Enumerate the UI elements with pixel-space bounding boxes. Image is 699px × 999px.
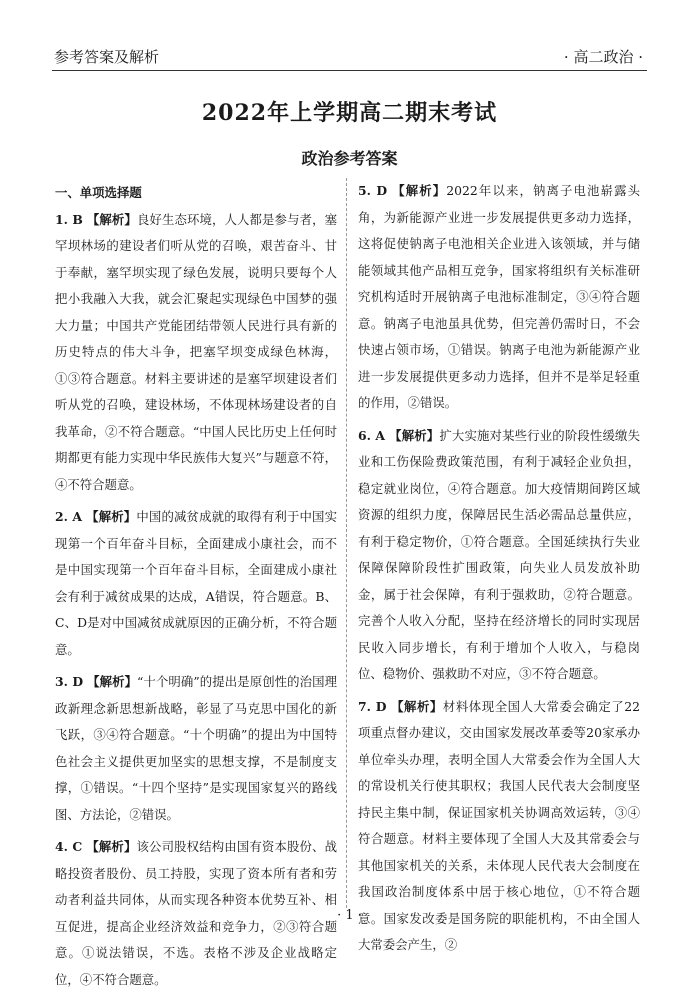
analysis-text: “十个明确”的提出是原创性的治国理政新理念新思想新战略，彰显了马克思中国化的新飞跃，③④符合题意。“十个明确”的提出为中国特色社会主义提供更加坚实的思想支撑，不是制度支撑，①错误。“十四个坚持”是实现国家复兴的路线图、方法论，②错误。 [55, 674, 337, 822]
analysis-text: 该公司股权结构由国有资本股份、战略投资者股份、员工持股，实现了资本所有者和劳动者利益共同体，从而实现各种资本优势互补、相互促进，提高企业经济效益和竞争力，②③符合题意。①说法错误，不选。表格不涉及企业战略定位，④不符合题意。 [55, 839, 337, 987]
analysis-tag: 【解析】 [86, 839, 137, 854]
answer-item-6 [358, 423, 640, 688]
analysis-tag: 【解析】 [389, 427, 440, 443]
question-number: 4. C [55, 839, 83, 854]
answer-item-2 [55, 504, 337, 663]
answer-item-3 [55, 669, 337, 828]
analysis-text: 中国的减贫成就的取得有利于中国实现第一个百年奋斗目标，全面建成小康社会，而不是中国实现第一个百年奋斗目标，全面建成小康社会有利于减贫成果的达成，A错误，符合题意。B、C、D是对中国减贫成就原因的正确分析，不符合题意。 [55, 509, 337, 657]
analysis-text: 扩大实施对某些行业的阶段性缓缴失业和工伤保险费政策范围，有利于减轻企业负担，稳定就业岗位，④符合题意。加大疫情期间跨区域资源的组织力度，保障居民生活必需品总量供应，有利于稳定物价，①符合题意。全国延续执行失业保障保障阶段性扩围政策，向失业人员发放补助金，属于社会保障，有利于强救助，②符合题意。完善个人收入分配，坚持在经济增长的同时实现居民收入同步增长，有利于增加个人收入，与稳岗位、稳物价、强救助不对应，③不符合题意。 [358, 427, 640, 681]
question-number: 1. B [55, 211, 83, 227]
header-subject-label: · 高二政治 · [563, 48, 643, 66]
analysis-tag: 【解析】 [86, 509, 137, 524]
page-header [52, 44, 647, 71]
analysis-tag: 【解析】 [87, 674, 138, 689]
question-number: 7. D [358, 698, 387, 714]
question-number: 5. D [358, 183, 388, 198]
question-number: 3. D [55, 674, 84, 689]
analysis-tag: 【解析】 [86, 211, 137, 227]
question-number: 2. A [55, 509, 83, 524]
analysis-text: 良好生态环境，人人都是参与者，塞罕坝林场的建设者们听从党的召唤，艰苦奋斗、甘于奉献，塞罕坝实现了绿色发展，说明只要每个人把小我融入大我，就会汇聚起实现绿色中国梦的强大力量；中国共产党能团结带领人民进行具有新的历史特点的伟大斗争，把塞罕坝变成绿色林海，①③符合题意。材料主要讲述的是塞罕坝建设者们听从党的召唤，建设林场，不体现林场建设者的自我革命，②不符合题意。“中国人民比历史上任何时期都更有能力实现中华民族伟大复兴”与题意不符，④不符合题意。 [55, 211, 337, 492]
analysis-tag: 【解析】 [391, 698, 443, 714]
exam-title: 2022年上学期高二期末考试 [201, 100, 498, 126]
answer-key-subtitle: 政治参考答案 [301, 149, 398, 168]
answer-item-1 [55, 207, 337, 499]
column-divider [346, 178, 347, 908]
page-number: · 1 · [337, 908, 362, 923]
question-number: 6. A [358, 427, 386, 443]
analysis-text: 材料体现全国人大常委会确定了22项重点督办建议，交由国家发展改革委等20家承办单位牵头办理，表明全国人大常委会作为全国人大的常设机关行使其职权；我国人民代表大会制度坚持民主集中制，保证国家机关协调高效运转，③④符合题意。材料主要体现了全国人大及其常委会与其他国家机关的关系，未体现人民代表大会制度在我国政治制度体系中居于核心地位，①不符合题意。国家发改委是国务院的职能机构，不由全国人大常委会产生，② [358, 698, 640, 952]
header-left-label: 参考答案及解析 [54, 48, 160, 66]
analysis-text: 2022年以来，钠离子电池崭露头角，为新能源产业进一步发展提供更多动力选择，这将促使钠离子电池相关企业进入该领域，并与储能领域其他产品相互竞争，国家将组织有关标准研究机构适时开展钠离子电池标准制定，③④符合题意。钠离子电池虽具优势，但完善仍需时日，不会快速占领市场，①错误。钠离子电池为新能源产业进一步发展提供更多动力选择，但并不是举足轻重的作用，②错误。 [358, 183, 640, 410]
left-column [55, 180, 337, 999]
section-heading: 一、单项选择题 [55, 185, 142, 200]
right-column [358, 178, 640, 965]
analysis-tag: 【解析】 [392, 183, 447, 198]
answer-item-5 [358, 178, 640, 417]
